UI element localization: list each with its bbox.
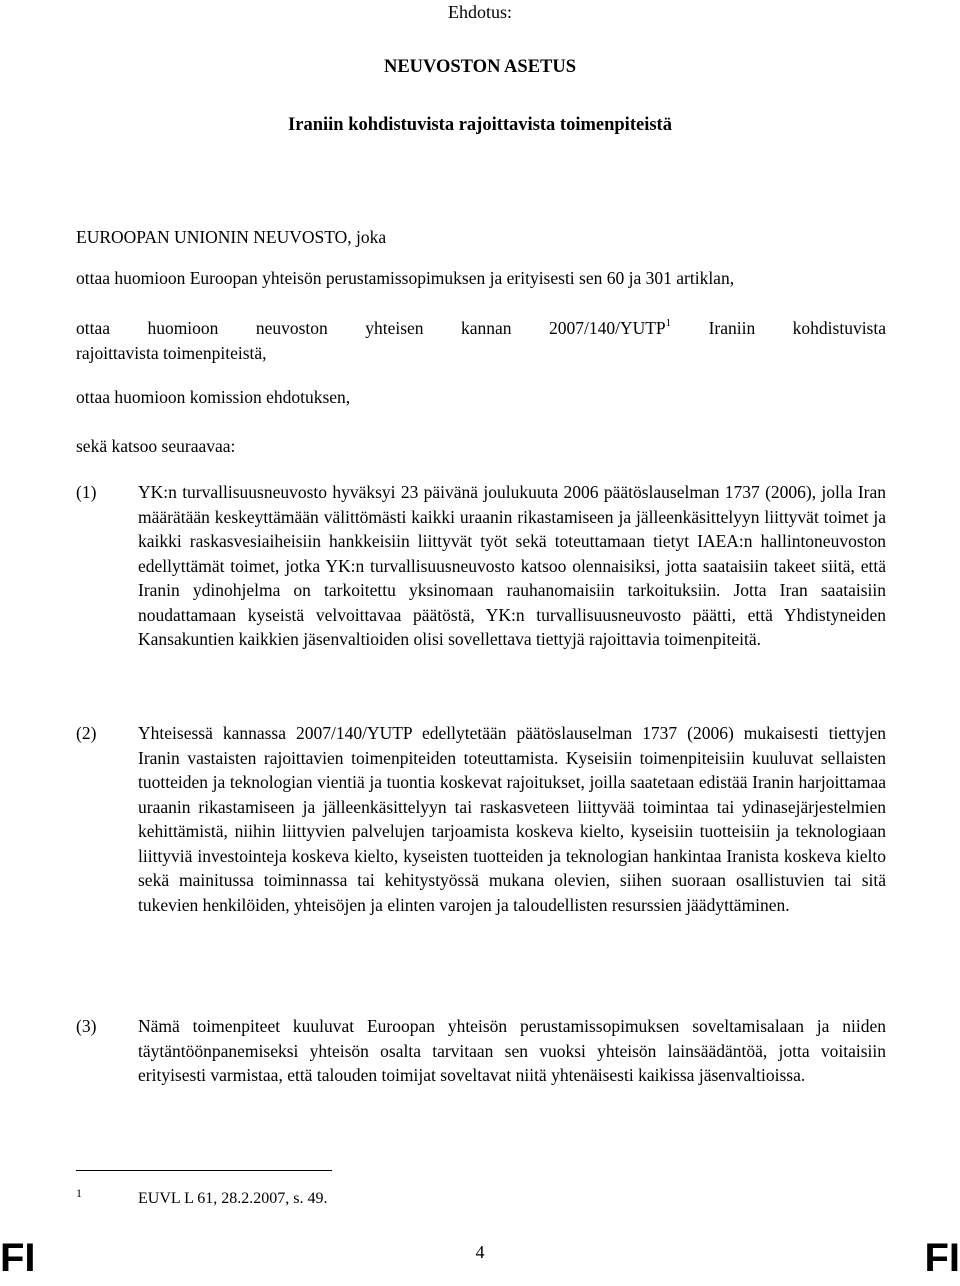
footnote-number: 1 <box>76 1186 82 1200</box>
recital-text: Yhteisessä kannassa 2007/140/YUTP edellytetään päätöslauselman 1737 (2006) mukaisesti tiettyjen Iranin vastaisten rajoittavien toimenpiteiden toteuttamista. Kyseisiin toimenpiteisiin kuuluvat sellaisten tuotteiden ja teknologian vientiä ja tuontia koskevat rajoitukset, joilla saatetaan edistää Iranin harjoittamaa uraanin rikastamiseen ja jälleenkäsittelyyn tai raskasveteen liittyvää toimintaa tai ydinasejärjestelmien kehittämistä, niihin liittyvien palvelujen tarjoamista koskeva kielto, kyseisiin tuotteisiin ja teknologiaan liittyviä investointeja koskeva kielto, kyseisten tuotteiden ja teknologian hankintaa Iranista koskeva kielto sekä mainitussa toiminnassa tai kehitystyössä mukana olevien, siihen suoraan osallistuvien tai sitä tukevien henkilöiden, yhteisöjen ja elinten varojen ja taloudellisten resurssien jäädyttäminen. <box>138 723 886 915</box>
recital-text: YK:n turvallisuusneuvosto hyväksyi 23 päivänä joulukuuta 2006 päätöslauselman 1737 (2006), jolla Iran määrätään keskeyttämään välittömästi kaikki uraanin rikastamiseen ja jälleenkäsittelyyn liittyvät toimet ja kaikki raskasvesiaiheisiin hankkeisiin liittyvät työt sekä toteuttamaan tietyt IAEA:n hallintoneuvoston edellyttämät toimet, jotka YK:n turvallisuusneuvosto katsoo olennaisiksi, jotta saataisiin takeet siitä, että Iranin ydinohjelma on tarkoitettu yksinomaan rauhanomaisiin tarkoituksiin. Jotta Iran saataisiin noudattamaan kyseistä velvoittavaa päätöstä, YK:n turvallisuusneuvosto päätti, että Yhdistyneiden Kansakuntien kaikkien jäsenvaltioiden olisi sovellettava tiettyjä rajoittavia toimenpiteitä. <box>138 482 886 649</box>
citation-commission-proposal: ottaa huomioon komission ehdotuksen, <box>76 387 351 407</box>
citation-common-position-line2: rajoittavista toimenpiteistä, <box>76 343 267 363</box>
citation-common-position-text: ottaa huomioon neuvoston yhteisen kannan 2007/140/YUTP <box>76 318 666 338</box>
page-number: 4 <box>475 1242 485 1262</box>
citation-treaty: ottaa huomioon Euroopan yhteisön perustamissopimuksen ja erityisesti sen 60 ja 301 artiklan, <box>76 268 735 288</box>
footnote-reference: 1 <box>665 317 672 329</box>
draft-label: Ehdotus: <box>447 2 512 22</box>
recital-number: (1) <box>76 482 97 502</box>
language-code-right: FI <box>924 1236 960 1280</box>
footnote-separator <box>76 1170 332 1171</box>
citation-whereas: sekä katsoo seuraavaa: <box>76 436 236 456</box>
citation-common-position-line1 <box>76 316 886 341</box>
document-type-heading: NEUVOSTON ASETUS <box>383 57 577 77</box>
recital-number: (2) <box>76 723 97 743</box>
recital-3 <box>76 1014 886 1088</box>
footnote-text: EUVL L 61, 28.2.2007, s. 49. <box>138 1190 328 1207</box>
recital-1 <box>76 480 886 652</box>
citation-common-position <box>76 316 886 366</box>
recital-2 <box>76 721 886 917</box>
preamble-opening: EUROOPAN UNIONIN NEUVOSTO, joka <box>76 227 387 247</box>
recital-number: (3) <box>76 1016 97 1036</box>
regulation-title: Iraniin kohdistuvista rajoittavista toimenpiteistä <box>288 115 672 135</box>
recital-text: Nämä toimenpiteet kuuluvat Euroopan yhteisön perustamissopimuksen soveltamisalaan ja niiden täytäntöönpanemiseksi yhteisön osalta tarvitaan sen vuoksi yhteisön lainsäädäntöä, jotta voitaisiin erityisesti varmistaa, että talouden toimijat soveltavat niitä yhtenäisesti kaikissa jäsenvaltioissa. <box>138 1016 886 1085</box>
citation-common-position-subject-start: Iraniin kohdistuvista <box>708 318 886 338</box>
language-code-left: FI <box>0 1236 36 1280</box>
